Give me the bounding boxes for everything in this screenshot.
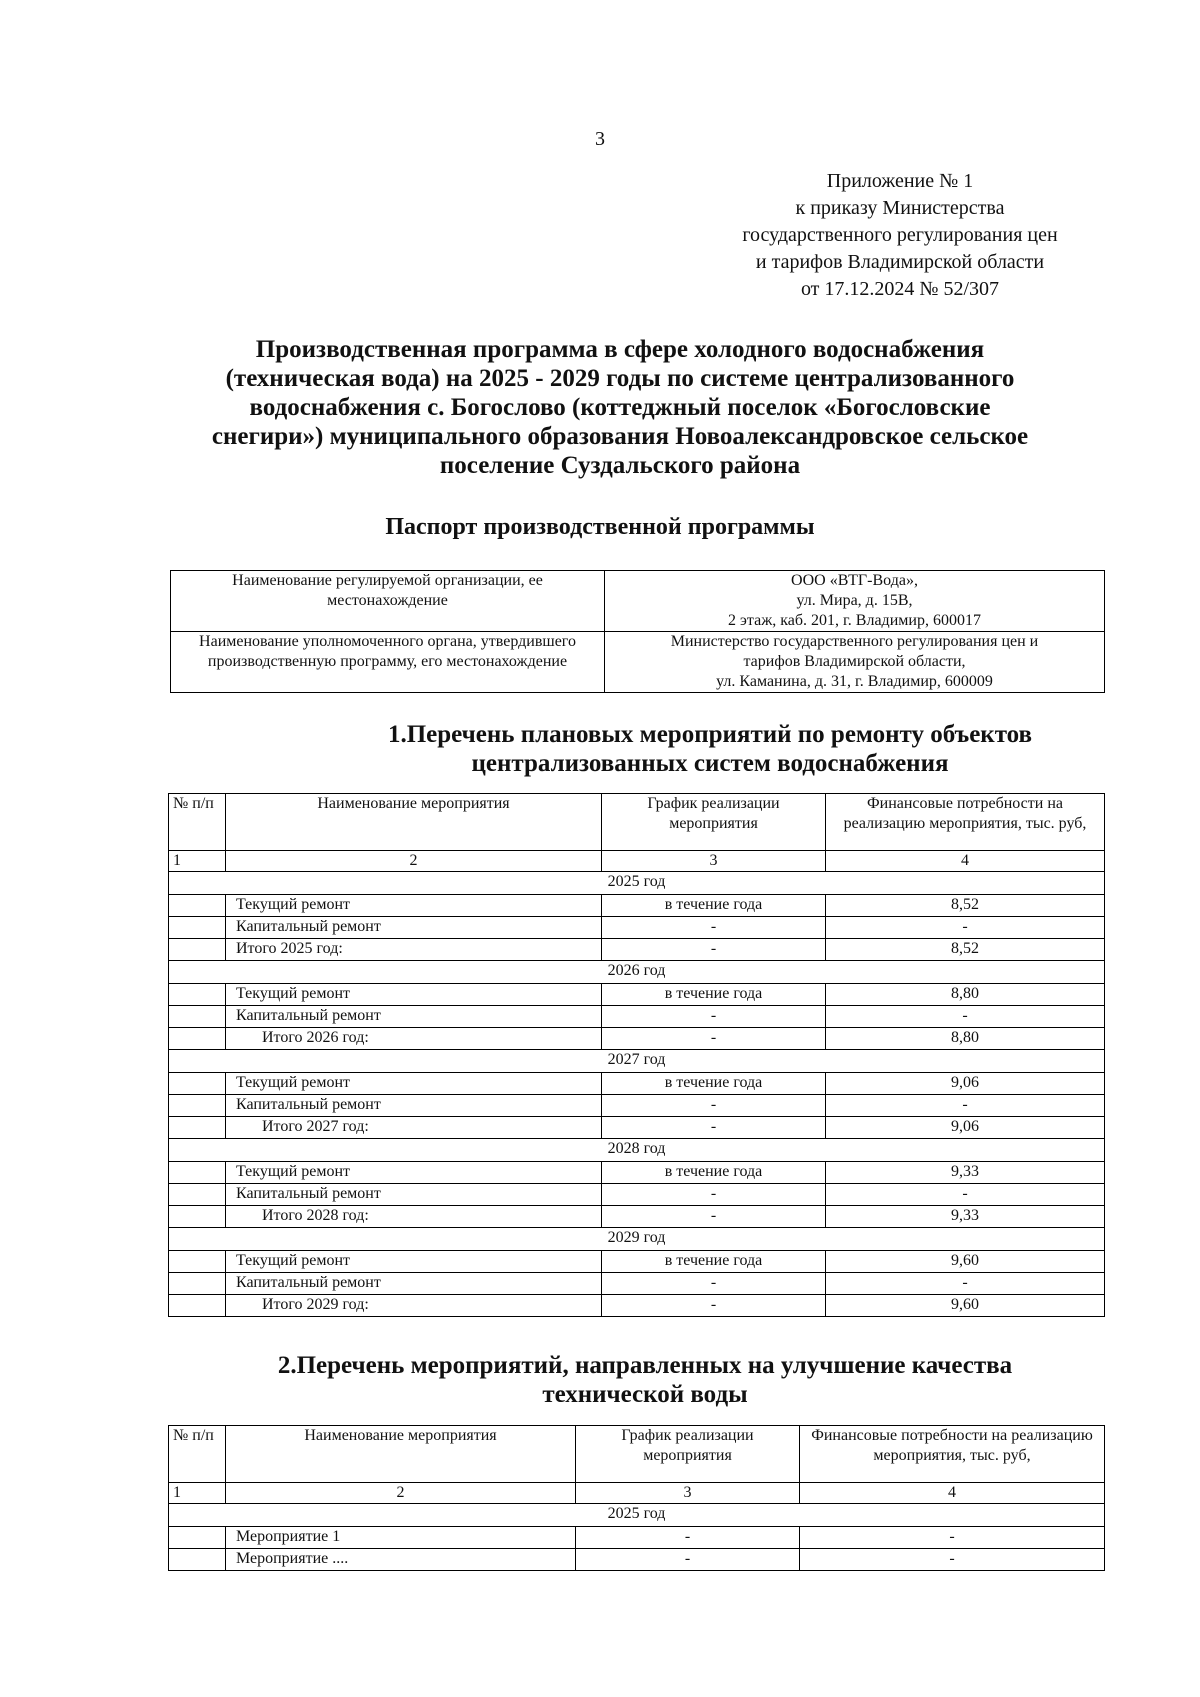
section-title-line: 1.Перечень плановых мероприятий по ремонту объектов xyxy=(387,721,1033,748)
header-finance: Финансовые потребности на реализацию мероприятия, тыс. руб, xyxy=(800,1426,1105,1483)
row-name: Итого 2028 год: xyxy=(226,1206,602,1228)
passport-value xyxy=(605,571,1105,632)
table-row xyxy=(169,1184,1105,1206)
row-schedule: - xyxy=(602,1117,826,1139)
header-schedule: График реализации мероприятия xyxy=(602,794,826,851)
passport-label: Наименование регулируемой организации, ее местонахождение xyxy=(171,571,605,632)
passport-title: Паспорт производственной программы xyxy=(385,514,815,540)
row-num xyxy=(169,1206,226,1228)
year-label: 2025 год xyxy=(169,872,1105,895)
header-num: № п/п xyxy=(169,1426,226,1483)
row-value: 9,06 xyxy=(826,1117,1105,1139)
row-value: - xyxy=(826,1184,1105,1206)
year-label: 2027 год xyxy=(169,1050,1105,1073)
row-schedule: - xyxy=(602,1295,826,1317)
year-row xyxy=(169,1050,1105,1073)
row-value: 8,80 xyxy=(826,984,1105,1006)
table-row xyxy=(169,1273,1105,1295)
passport-value-line: ул. Мира, д. 15В, xyxy=(796,592,913,609)
table-row xyxy=(169,1527,1105,1549)
row-name: Капитальный ремонт xyxy=(226,1095,602,1117)
table-row xyxy=(169,1117,1105,1139)
row-num xyxy=(169,1251,226,1273)
row-value: - xyxy=(800,1527,1105,1549)
passport-value xyxy=(605,632,1105,693)
title-line: (техническая вода) на 2025 - 2029 годы по системе централизованного xyxy=(225,365,1015,392)
year-row xyxy=(169,872,1105,895)
row-value: 8,52 xyxy=(826,895,1105,917)
row-value: 9,60 xyxy=(826,1251,1105,1273)
appendix-line: к приказу Министерства xyxy=(795,197,1005,219)
row-num xyxy=(169,939,226,961)
row-schedule: - xyxy=(602,1095,826,1117)
row-value: - xyxy=(826,1006,1105,1028)
row-schedule: - xyxy=(602,1273,826,1295)
table-row xyxy=(169,984,1105,1006)
table-row xyxy=(169,1028,1105,1050)
table-row xyxy=(169,1251,1105,1273)
row-num xyxy=(169,1184,226,1206)
row-name: Итого 2029 год: xyxy=(226,1295,602,1317)
section-title-line: централизованных систем водоснабжения xyxy=(471,750,949,777)
row-schedule: - xyxy=(602,1028,826,1050)
title-line: Производственная программа в сфере холодного водоснабжения xyxy=(255,336,985,363)
row-num xyxy=(169,984,226,1006)
row-name: Капитальный ремонт xyxy=(226,1006,602,1028)
header-finance: Финансовые потребности на реализацию мероприятия, тыс. руб, xyxy=(826,794,1105,851)
passport-value-line: тарифов Владимирской области, xyxy=(743,653,966,670)
row-name: Капитальный ремонт xyxy=(226,1273,602,1295)
row-num xyxy=(169,1073,226,1095)
passport-value-line: ООО «ВТГ-Вода», xyxy=(791,572,918,589)
section2-title xyxy=(195,1351,1095,1409)
year-label: 2028 год xyxy=(169,1139,1105,1162)
row-schedule: - xyxy=(602,917,826,939)
appendix-line: Приложение № 1 xyxy=(826,170,974,192)
row-name: Текущий ремонт xyxy=(226,984,602,1006)
passport-table xyxy=(170,570,1105,693)
header-name: Наименование мероприятия xyxy=(226,794,602,851)
row-schedule: - xyxy=(602,1006,826,1028)
row-num xyxy=(169,1117,226,1139)
column-number: 4 xyxy=(826,851,1105,872)
row-name: Текущий ремонт xyxy=(226,1162,602,1184)
appendix-line: и тарифов Владимирской области xyxy=(755,251,1045,273)
table-row xyxy=(169,895,1105,917)
row-name: Капитальный ремонт xyxy=(226,917,602,939)
section-title-line: технической воды xyxy=(542,1381,748,1408)
repair-plan-table xyxy=(168,793,1105,1317)
column-number: 3 xyxy=(576,1483,800,1504)
table-row xyxy=(169,1006,1105,1028)
row-name: Итого 2027 год: xyxy=(226,1117,602,1139)
row-num xyxy=(169,895,226,917)
row-schedule: - xyxy=(576,1549,800,1571)
row-value: 8,80 xyxy=(826,1028,1105,1050)
table-row xyxy=(169,1095,1105,1117)
row-schedule: в течение года xyxy=(602,984,826,1006)
year-label: 2025 год xyxy=(169,1504,1105,1527)
row-value: - xyxy=(826,917,1105,939)
table-row xyxy=(169,939,1105,961)
row-schedule: - xyxy=(602,1184,826,1206)
row-name: Мероприятие .... xyxy=(226,1549,576,1571)
table-row xyxy=(169,1162,1105,1184)
year-row xyxy=(169,1504,1105,1527)
header-schedule: График реализации мероприятия xyxy=(576,1426,800,1483)
passport-value-line: Министерство государственного регулирования цен и xyxy=(670,633,1039,650)
row-name: Текущий ремонт xyxy=(226,1251,602,1273)
column-number: 1 xyxy=(169,1483,226,1504)
column-number: 2 xyxy=(226,851,602,872)
column-number: 2 xyxy=(226,1483,576,1504)
passport-value-line: ул. Каманина, д. 31, г. Владимир, 600009 xyxy=(716,673,993,690)
row-name: Итого 2025 год: xyxy=(226,939,602,961)
row-schedule: в течение года xyxy=(602,1251,826,1273)
row-schedule: в течение года xyxy=(602,1073,826,1095)
row-value: - xyxy=(826,1095,1105,1117)
year-label: 2029 год xyxy=(169,1228,1105,1251)
table-header-row xyxy=(169,1426,1105,1483)
passport-label: Наименование уполномоченного органа, утвердившего производственную программу, его местонахождение xyxy=(171,632,605,693)
row-num xyxy=(169,1549,226,1571)
row-value: - xyxy=(800,1549,1105,1571)
appendix-line: государственного регулирования цен xyxy=(742,224,1058,246)
appendix-line: от 17.12.2024 № 52/307 xyxy=(800,278,1000,300)
row-schedule: в течение года xyxy=(602,895,826,917)
row-schedule: в течение года xyxy=(602,1162,826,1184)
year-row xyxy=(169,961,1105,984)
row-num xyxy=(169,1295,226,1317)
page-number: 3 xyxy=(595,128,605,150)
row-num xyxy=(169,1162,226,1184)
column-number: 1 xyxy=(169,851,226,872)
table-row xyxy=(171,632,1105,693)
table-row xyxy=(171,571,1105,632)
document-title xyxy=(175,335,1065,480)
title-line: поселение Суздальского района xyxy=(439,452,801,479)
row-name: Капитальный ремонт xyxy=(226,1184,602,1206)
title-line: снегири») муниципального образования Новоалександровское сельское xyxy=(211,423,1029,450)
row-value: 9,60 xyxy=(826,1295,1105,1317)
row-num xyxy=(169,917,226,939)
table-row xyxy=(169,1295,1105,1317)
row-num xyxy=(169,1028,226,1050)
row-value: 9,33 xyxy=(826,1162,1105,1184)
row-value: - xyxy=(826,1273,1105,1295)
year-row xyxy=(169,1228,1105,1251)
year-label: 2026 год xyxy=(169,961,1105,984)
table-row xyxy=(169,917,1105,939)
appendix-block xyxy=(700,168,1100,303)
row-schedule: - xyxy=(602,939,826,961)
quality-measures-table xyxy=(168,1425,1105,1571)
row-name: Текущий ремонт xyxy=(226,1073,602,1095)
row-num xyxy=(169,1527,226,1549)
header-num: № п/п xyxy=(169,794,226,851)
table-row xyxy=(169,1206,1105,1228)
row-name: Текущий ремонт xyxy=(226,895,602,917)
passport-value-line: 2 этаж, каб. 201, г. Владимир, 600017 xyxy=(728,612,981,629)
row-value: 9,06 xyxy=(826,1073,1105,1095)
year-row xyxy=(169,1139,1105,1162)
row-value: 8,52 xyxy=(826,939,1105,961)
row-num xyxy=(169,1095,226,1117)
row-name: Итого 2026 год: xyxy=(226,1028,602,1050)
row-num xyxy=(169,1006,226,1028)
header-name: Наименование мероприятия xyxy=(226,1426,576,1483)
row-name: Мероприятие 1 xyxy=(226,1527,576,1549)
row-schedule: - xyxy=(576,1527,800,1549)
table-row xyxy=(169,1549,1105,1571)
column-number-row xyxy=(169,1483,1105,1504)
table-row xyxy=(169,1073,1105,1095)
row-num xyxy=(169,1273,226,1295)
column-number-row xyxy=(169,851,1105,872)
row-value: 9,33 xyxy=(826,1206,1105,1228)
row-schedule: - xyxy=(602,1206,826,1228)
section-title-line: 2.Перечень мероприятий, направленных на улучшение качества xyxy=(277,1352,1013,1379)
table-header-row xyxy=(169,794,1105,851)
section1-title xyxy=(310,720,1110,778)
column-number: 4 xyxy=(800,1483,1105,1504)
column-number: 3 xyxy=(602,851,826,872)
title-line: водоснабжения с. Богослово (коттеджный поселок «Богословские xyxy=(249,394,991,421)
